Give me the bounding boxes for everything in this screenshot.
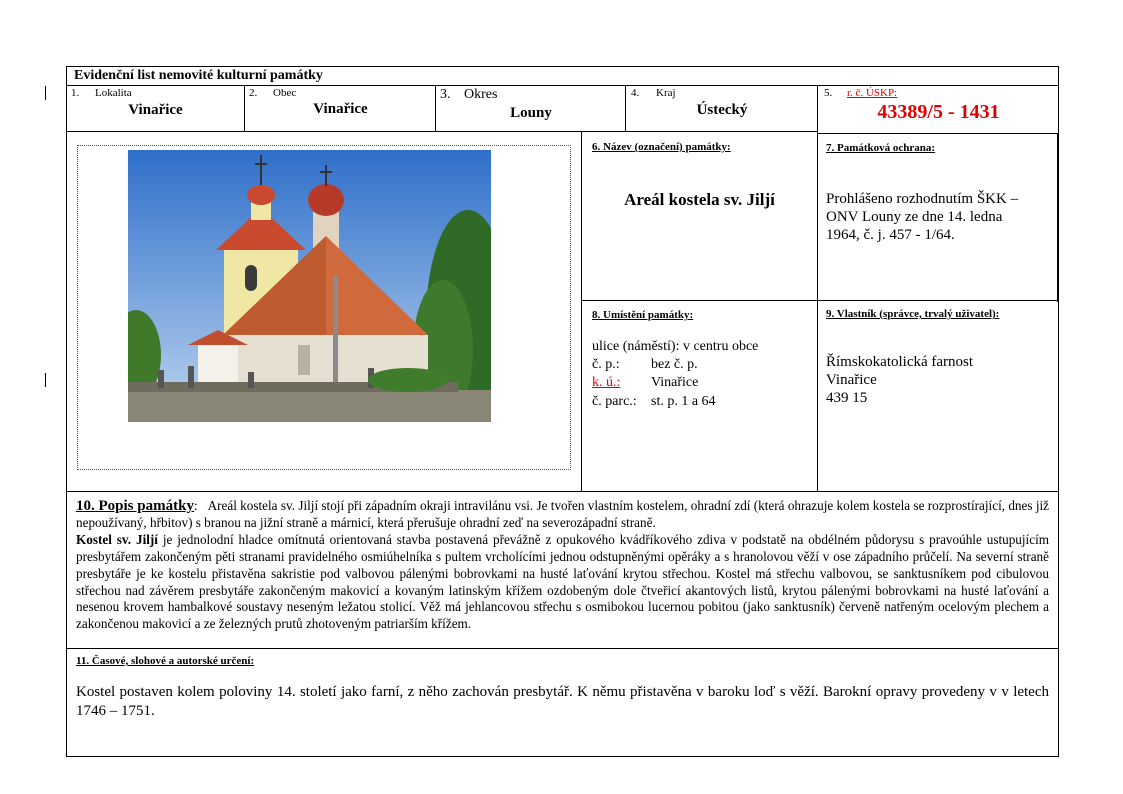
popis-colon: : [193,498,198,513]
vlastnik-line: Římskokatolická farnost [826,354,974,370]
ochrana-line: 1964, č. j. 457 - 1/64. [826,227,955,243]
field-label: Lokalita [95,87,132,99]
ochrana-title: 7. Památková ochrana: [826,142,936,154]
ku-value: Vinařice [651,375,699,390]
vlastnik-line: Vinařice [826,372,877,388]
field-uskp [818,85,1059,134]
popis-body: je jednolodní hladce omítnutá orientovaná stavba postavená převážně z opukového kvádříkového zdiva v podstatě na obdélném půdorysu s pravoúhle ustupujícím presbytářem zakončeným pěti stranami pravidelného osmiúhelníka s pultem vrcholícími jednou odstupněnými opěráky a s hranolovou věží v ose západního průčelí. Na severní straně presbytáře je ke kostelu přistavěna sakristie pod valbovou pálenými bobrovkami na husté laťování krytou střechou. Kostel má střechu valbovou, se sanktusníkem pod cibulovou střechou nad závěrem presbytáře zakončeným makovicí a kovaným latinským křížem ozdobeným dole čtveřicí akantových listů, krytou pálenými bobrovkami na husté laťování a nesenou krovem hambalkové soustavy neseným ležatou stolicí. Věž má jehlancovou střechu s osmibokou lucernou pobitou (jako sanktusník) červeně natřeným ocelovým plechem a zakončenou makovicí a ze železných prutů zhotoveným patriarším křížem. [76,531,1049,632]
urceni-text: Kostel postaven kolem poloviny 14. století jako farní, z něho zachován presbytář. K němu přistavěna v baroku loď s věží. Barokní opravy provedeny v v letech 1746 – 1751. [76,684,1049,719]
popis-bold-lead: Kostel sv. Jiljí [76,531,158,547]
popis-paragraph-2 [76,532,1049,633]
field-obec [245,85,436,132]
okres-value: Louny [510,105,552,121]
right-block-left-edge [581,132,582,492]
margin-mark-middle [45,373,46,387]
field-lokalita [66,85,245,132]
vlastnik-text [826,353,973,407]
nazev-title: 6. Název (označení) památky: [592,141,731,153]
field-okres [436,85,626,132]
kraj-value: Ústecký [696,102,748,118]
field-label: Kraj [656,87,676,99]
field-number: 2. [249,87,258,99]
right-block-middle-edge [817,132,818,492]
church-illustration [128,150,491,422]
popis-intro: Areál kostela sv. Jiljí stojí při západním okraji intravilánu vsi. Je tvořen vlastním kostelem, ohradní zdí (která ohrazuje kolem kostela se rozprostírající, dnes již nepoužívaný, hřbitov) s branou na jižní straně a márnicí, která přerušuje ohradní zeď na severozápadní straně. [76,498,1050,530]
urceni-title: 11. Časové, slohové a autorské určení: [76,655,255,667]
ochrana-line: ONV Louny ze dne 14. ledna [826,209,1003,225]
margin-mark-top [45,86,46,100]
vlastnik-line: 439 15 [826,390,868,406]
popis-title: 10. Popis památky [76,498,194,514]
cp-value: bez č. p. [651,357,698,372]
lokalita-value: Vinařice [128,102,183,118]
field-kraj [626,85,818,132]
field-number: 1. [71,87,80,99]
uskp-number: 43389/5 - 1431 [877,101,1000,123]
cp-label: č. p.: [592,357,620,372]
box7-top-edge [817,133,1058,134]
parc-value: st. p. 1 a 64 [651,394,716,409]
box7-right-edge [1057,134,1058,302]
vlastnik-title: 9. Vlastník (správce, trvalý uživatel): [826,308,1000,320]
nazev-value: Areál kostela sv. Jiljí [624,190,775,209]
ulice-row: ulice (náměstí): v centru obce [592,339,759,354]
field-number: 3. [440,87,451,102]
parc-label: č. parc.: [592,394,637,409]
field-label: r. č. ÚSKP: [847,87,898,99]
ochrana-line: Prohlášeno rozhodnutím ŠKK – [826,191,1019,207]
card-title: Evidenční list nemovité kulturní památky [74,68,323,83]
ku-label: k. ú.: [592,375,621,390]
field-label: Obec [273,87,297,99]
umisteni-title: 8. Umístění památky: [592,309,694,321]
church-photo [128,150,491,422]
field-number: 4. [631,87,640,99]
field-number: 5. [824,87,833,99]
obec-value: Vinařice [313,101,368,117]
ochrana-text [826,190,1018,244]
field-label: Okres [464,87,498,102]
popis-paragraph-1 [76,498,1049,532]
popis-section [76,498,1049,633]
right-block-row-divider [581,300,1058,301]
popis-top-divider [66,491,1059,492]
urceni-top-divider [66,648,1059,649]
